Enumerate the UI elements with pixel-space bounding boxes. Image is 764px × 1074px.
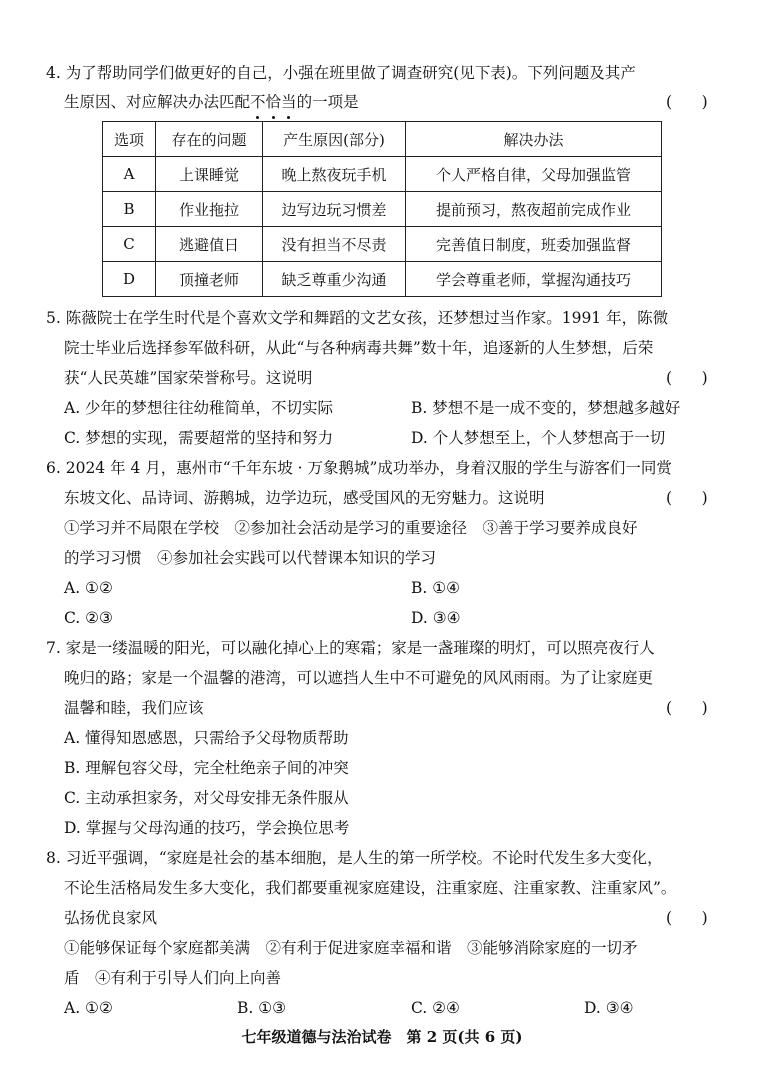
question-7-option-d: D. 掌握与父母沟通的技巧，学会换位思考 (64, 819, 350, 837)
survey-table (102, 121, 662, 297)
table-cell: 学会尊重老师，掌握沟通技巧 (406, 262, 662, 297)
question-6-stem-line-2: 东坡文化、品诗词、游鹅城，边学边玩，感受国风的无穷魅力。这说明 (64, 489, 545, 507)
table-header-cell: 解决办法 (406, 122, 662, 157)
question-7-stem-line-1: 7. 家是一缕温暖的阳光，可以融化掉心上的寒霜；家是一盏璀璨的明灯，可以照亮夜行人 (46, 639, 655, 657)
question-7-option-c: C. 主动承担家务，对父母安排无条件服从 (64, 789, 349, 807)
table-cell: 逃避值日 (156, 227, 263, 262)
answer-bracket: ( ) (666, 699, 708, 717)
question-6-option-b: B. ①④ (411, 579, 461, 597)
table-row (103, 192, 662, 227)
table-row (103, 227, 662, 262)
question-5-stem-line-1: 5. 陈薇院士在学生时代是个喜欢文学和舞蹈的文艺女孩，还梦想过当作家。1991 年，陈微 (46, 309, 669, 327)
question-7-stem-line-2: 晚归的路；家是一个温馨的港湾，可以遮挡人生中不可避免的风风雨雨。为了让家庭更 (64, 669, 654, 687)
question-6-stem-line-1: 6. 2024 年 4 月，惠州市“千年东坡 · 万象鹅城”成功举办，身着汉服的学生与游客们一同赏 (46, 459, 672, 477)
question-4-stem-part-3: 的一项是 (296, 93, 359, 111)
emphasis-char-2: 恰 (265, 93, 282, 111)
table-header-cell: 选项 (103, 122, 156, 157)
question-6-option-d: D. ③④ (411, 609, 461, 627)
question-6-option-a: A. ①② (64, 579, 113, 597)
emphasis-char-1: 不 (250, 93, 266, 111)
table-header-cell: 产生原因(部分) (263, 122, 406, 157)
question-5-option-c: C. 梦想的实现，需要超常的坚持和努力 (64, 429, 334, 447)
question-8-option-c: C. ②④ (411, 999, 460, 1017)
table-cell: D (103, 262, 156, 297)
table-header-cell: 存在的问题 (156, 122, 263, 157)
question-4-stem-part-1: 生原因、对应解决办法匹配 (64, 93, 251, 111)
table-cell: 顶撞老师 (156, 262, 263, 297)
table-cell: 提前预习，熬夜超前完成作业 (406, 192, 662, 227)
table-cell: 边写边玩习惯差 (263, 192, 406, 227)
question-8-stem-line-1: 8. 习近平强调，“家庭是社会的基本细胞，是人生的第一所学校。不论时代发生多大变化， (46, 849, 663, 867)
question-5-option-a: A. 少年的梦想往往幼稚简单，不切实际 (64, 399, 334, 417)
answer-bracket: ( ) (666, 909, 708, 927)
table-row (103, 262, 662, 297)
table-row (103, 157, 662, 192)
table-cell: 晚上熬夜玩手机 (263, 157, 406, 192)
question-7-option-a: A. 懂得知恩感恩，只需给予父母物质帮助 (64, 729, 349, 747)
question-6-option-c: C. ②③ (64, 609, 113, 627)
question-6-statements-line-2: 的学习习惯 ④参加社会实践可以代替课本知识的学习 (64, 549, 437, 567)
question-8-option-a: A. ①② (64, 999, 113, 1017)
table-cell: 个人严格自律，父母加强监管 (406, 157, 662, 192)
answer-bracket: ( ) (666, 489, 708, 507)
question-7-stem-line-3: 温馨和睦，我们应该 (64, 699, 204, 717)
table-cell: 缺乏尊重少沟通 (263, 262, 406, 297)
answer-bracket: ( ) (666, 369, 708, 387)
table-cell: C (103, 227, 156, 262)
question-8-statements-line-2: 盾 ④有利于引导人们向上向善 (64, 969, 282, 987)
question-4-stem-line-1: 4. 为了帮助同学们做更好的自己，小强在班里做了调查研究(见下表)。下列问题及其产 (46, 64, 636, 82)
table-cell: 没有担当不尽责 (263, 227, 406, 262)
question-5-stem-line-3: 获“人民英雄”国家荣誉称号。这说明 (64, 369, 313, 387)
question-8-stem-line-2: 不论生活格局发生多大变化，我们都要重视家庭建设，注重家庭、注重家教、注重家风”。 (64, 879, 677, 897)
question-8-option-b: B. ①③ (237, 999, 287, 1017)
question-5-stem-line-2: 院士毕业后选择参军做科研，从此“与各种病毒共舞”数十年，追逐新的人生梦想，后荣 (64, 339, 654, 357)
question-5-option-d: D. 个人梦想至上，个人梦想高于一切 (411, 429, 666, 447)
question-8-stem-line-3: 弘扬优良家风 (64, 909, 158, 927)
question-4-emphasis (250, 93, 297, 111)
page-footer: 七年级道德与法治试卷 第 2 页(共 6 页) (241, 1028, 523, 1046)
table-cell: 完善值日制度，班委加强监督 (406, 227, 662, 262)
emphasis-char-3: 当 (281, 93, 297, 111)
question-4-stem-line-2 (64, 91, 359, 113)
table-cell: 作业拖拉 (156, 192, 263, 227)
table-cell: A (103, 157, 156, 192)
question-8-option-d: D. ③④ (584, 999, 634, 1017)
answer-bracket: ( ) (666, 93, 708, 111)
table-header-row (103, 122, 662, 157)
table-cell: B (103, 192, 156, 227)
question-7-option-b: B. 理解包容父母，完全杜绝亲子间的冲突 (64, 759, 349, 777)
table-cell: 上课睡觉 (156, 157, 263, 192)
question-5-option-b: B. 梦想不是一成不变的，梦想越多越好 (411, 399, 681, 417)
question-6-statements-line-1: ①学习并不局限在学校 ②参加社会活动是学习的重要途径 ③善于学习要养成良好 (64, 519, 638, 537)
question-8-statements-line-1: ①能够保证每个家庭都美满 ②有利于促进家庭幸福和谐 ③能够消除家庭的一切矛 (64, 939, 638, 957)
